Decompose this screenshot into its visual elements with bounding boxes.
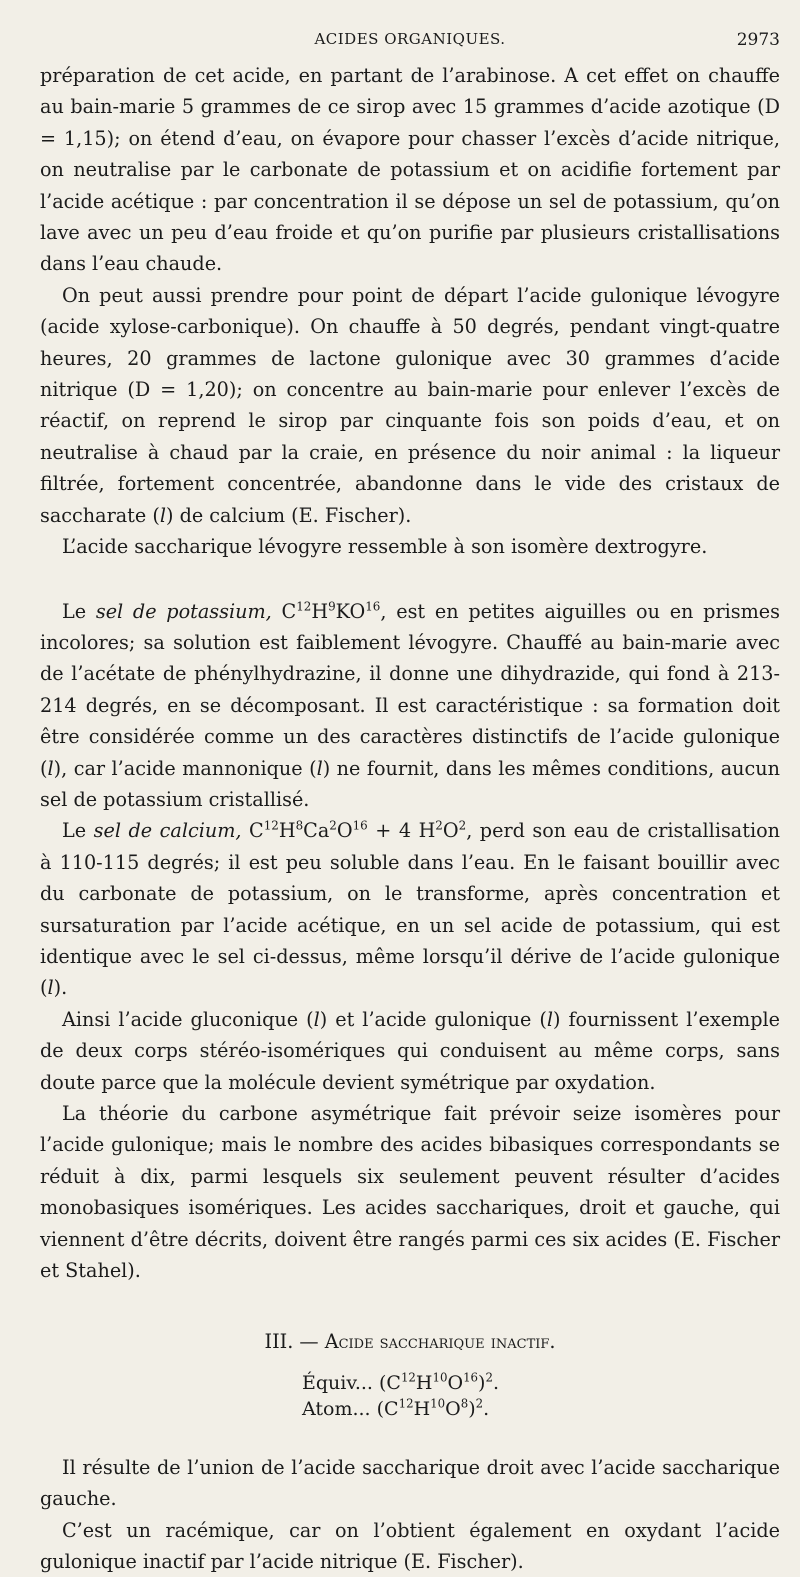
paragraph-asymmetric-carbon: La théorie du carbone asymétrique fait prévoir seize isomères pour l’acide gulonique; mais le nombre des acides bibasiques correspondants se réduit à dix, parmi lesquels six seulement peuvent résulter d’acides monobasiques isomériques. Les acides sacchariques, droit et gauche, qui viennent d’être décrits, doivent être rangés parmi ces six acides (E. Fischer et Stahel).	[40, 1102, 780, 1283]
section-title: III. — Acide saccharique inactif.	[264, 1330, 556, 1354]
formula-equivalent: Équiv... $(C^{12}H^{10}O^{16})^2$.	[302, 1370, 500, 1394]
paragraph-potassium-salt: Le sel de potassium, $C^{12}H^9KO^{16}$, est en petites aiguilles ou en prismes incolores; sa solution est faiblement lévogyre. Chauffé au bain-marie avec de l’acétate de phénylhydrazine, il donne une dihydrazide, qui fond à 213-214 degrés, en se décomposant. Il est caractéristique : sa formation doit être considérée comme un des caractères distinctifs de l’acide gulonique (l), car l’acide mannonique (l) ne fournit, dans les mêmes conditions, aucun sel de potassium cristallisé.	[40, 599, 780, 811]
paragraph-racemic: C’est un racémique, car on l’obtient également en oxydant l’acide gulonique inactif par l’acide nitrique (E. Fischer).	[40, 1518, 780, 1574]
paragraph-preparation: préparation de cet acide, en partant de l’arabinose. A cet effet on chauffe au bain-marie 5 grammes de ce sirop avec 15 grammes d’acide azotique (D = 1,15); on étend d’eau, on évapore pour chasser l’excès d’acide nitrique, on neutralise par le carbonate de potassium et on acidifie fortement par l’acide acétique : par concentration il se dépose un sel de potassium, qu’on lave avec un peu d’eau froide et qu’on purifie par plusieurs cristallisations dans l’eau chaude.	[40, 64, 780, 276]
paragraph-stereoisomers: Ainsi l’acide gluconique (l) et l’acide gulonique (l) fournissent l’exemple de deux corps stéréo-isomériques qui conduisent au même corps, sans doute parce que la molécule devient symétrique par oxydation.	[40, 1007, 780, 1094]
formula-block	[302, 1370, 780, 1422]
calcium-salt-label: sel de calcium,	[93, 819, 242, 843]
page-header	[40, 0, 780, 60]
paragraph-gap	[40, 563, 780, 596]
section-heading-text: Acide saccharique inactif.	[324, 1330, 556, 1354]
paragraph-calcium-salt: Le sel de calcium, $C^{12}H^8Ca^2O^{16} + 4$ $H^2O^2$, perd son eau de cristallisation à 110-115 degrés; il est peu soluble dans l’eau. En le faisant bouillir avec du carbonate de potassium, on le transforme, après concentration et sursaturation par l’acide acétique, en un sel acide de potassium, qui est identique avec le sel ci-dessus, même lorsqu’il dérive de l’acide gulonique (l).	[40, 818, 781, 1000]
page	[40, 0, 780, 1577]
paragraph-gulonic-route: On peut aussi prendre pour point de départ l’acide gulonique lévogyre (acide xylose-carbonique). On chauffe à 50 degrés, pendant vingt-quatre heures, 20 grammes de lactone gulonique avec 30 grammes d’acide nitrique (D = 1,20); on concentre au bain-marie pour enlever l’excès de réactif, on reprend le sirop par cinquante fois son poids d’eau, et on neutralise à chaud par la craie, en présence du noir animal : la liqueur filtrée, fortement concentrée, abandonne dans le vide des cristaux de saccharate (l) de calcium (E. Fischer).	[40, 283, 780, 527]
page-number: 2973	[736, 30, 780, 50]
paragraph-union: Il résulte de l’union de l’acide saccharique droit avec l’acide saccharique gauche.	[40, 1455, 780, 1511]
running-title: ACIDES ORGANIQUES.	[314, 30, 506, 48]
formula-atomic: Atom... $(C^{12}H^{10}O^8)^2$.	[302, 1396, 490, 1420]
article-body	[40, 60, 780, 1577]
potassium-salt-label: sel de potassium,	[95, 599, 272, 623]
paragraph-levogyre: L’acide saccharique lévogyre ressemble à son isomère dextrogyre.	[62, 535, 708, 559]
